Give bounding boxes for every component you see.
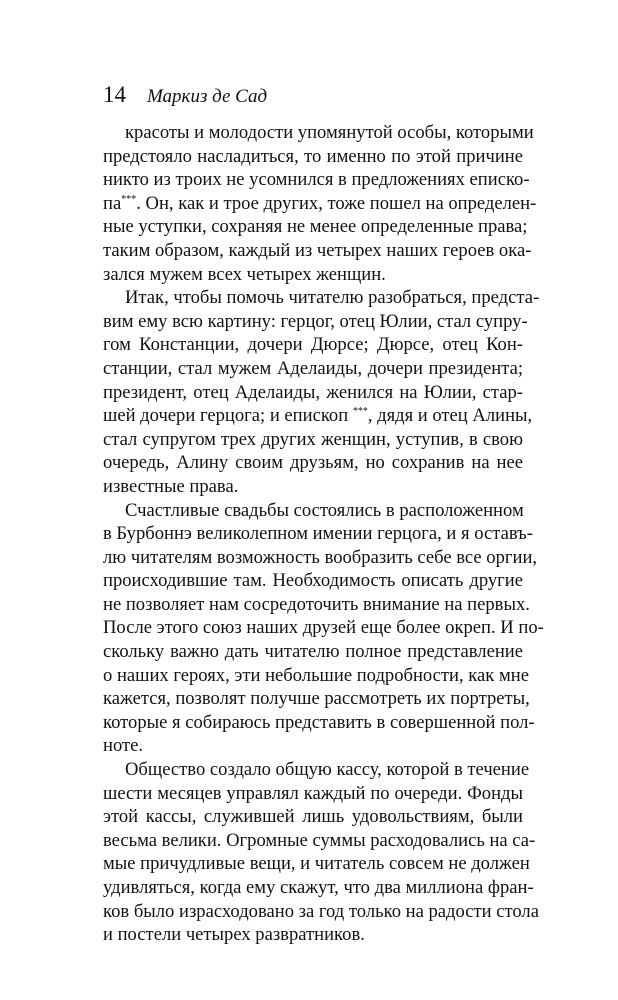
- paragraph: [103, 121, 537, 286]
- text-line: удивляться, когда ему скажут, что два миллиона фран-: [103, 877, 534, 898]
- line-text-after: . Он, как и трое других, тоже пошел на определен-: [136, 192, 537, 214]
- text-line: таким образом, каждый из четырех наших героев ока-: [103, 239, 532, 261]
- text-line: происходившие там. Необходимость описать другие: [103, 570, 523, 592]
- text-line: мые причудливые вещи, и читатель совсем не должен: [103, 853, 530, 875]
- text-line: известные права.: [103, 475, 239, 497]
- text-line: в Бурбоннэ великолепном имении герцога, и я оставъ-: [103, 523, 533, 545]
- text-line: Счастливые свадьбы состоялись в расположенном: [125, 499, 524, 521]
- page-number: 14: [103, 82, 126, 107]
- text-line: которые я собираюсь представить в совершенной пол-: [103, 711, 535, 733]
- text-line: и постели четырех развратников.: [103, 924, 365, 946]
- text-line: очередь, Алину своим друзьям, но сохранив на нее: [103, 452, 523, 474]
- text-line: Итак, чтобы помочь читателю разобраться, предста-: [125, 287, 540, 309]
- text-line: зался мужем всех четырех женщин.: [103, 263, 386, 285]
- text-line: о наших героях, эти небольшие подробности, как мне: [103, 664, 529, 686]
- text-line: После этого союз наших друзей еще более окреп. И по-: [103, 617, 544, 639]
- text-line: ные уступки, сохраняя не менее определенные права;: [103, 216, 528, 238]
- text-line: стал супругом трех других женщин, уступив, в свою: [103, 428, 523, 450]
- text-line: кажется, позволят получше рассмотреть их портреты,: [103, 688, 530, 710]
- footnote-marker: ***: [121, 193, 137, 205]
- line-text-before: шей дочери герцога; и епископ: [103, 405, 353, 427]
- text-line: шести месяцев управлял каждый по очереди. Фонды: [103, 782, 523, 804]
- text-line: ноте.: [103, 735, 144, 757]
- text-line: никто из троих не усомнился в предложениях еписко-: [103, 169, 530, 191]
- text-line: скольку важно дать читателю полное представление: [103, 641, 523, 663]
- text-line: Общество создало общую кассу, которой в течение: [125, 759, 530, 781]
- text-line: предстояло насладиться, то именно по этой причине: [103, 145, 523, 167]
- paragraph: [103, 286, 540, 498]
- running-title: Маркиз де Сад: [147, 86, 268, 107]
- text-line: не позволяет нам сосредоточить внимание на первых.: [103, 593, 530, 615]
- text-line: гом Констанции, дочери Дюрсе; Дюрсе, отец Кон-: [103, 334, 523, 356]
- text-line: ков было израсходовано за год только на радости стола: [103, 900, 539, 922]
- paragraph: [103, 499, 544, 759]
- body-text: [103, 121, 544, 947]
- line-text-after: , дядя и отец Алины,: [367, 405, 533, 427]
- text-line: [103, 192, 537, 216]
- text-line: станции, стал мужем Аделаиды, дочери президента;: [103, 357, 523, 379]
- page-header: [103, 80, 267, 110]
- text-line: красоты и молодости упомянутой особы, которыми: [125, 122, 534, 143]
- text-line: весьма велики. Огромные суммы расходовались на са-: [103, 829, 536, 851]
- text-line: вим ему всю картину: герцог, отец Юлии, стал супру-: [103, 310, 528, 332]
- text-line: президент, отец Аделаиды, женился на Юлии, стар-: [103, 381, 523, 403]
- paragraph: [103, 758, 539, 947]
- footnote-marker: ***: [352, 406, 368, 418]
- text-line: [103, 404, 533, 428]
- text-line: этой кассы, служившей лишь удовольствиям, были: [103, 806, 523, 828]
- line-text-before: па: [103, 192, 122, 214]
- text-line: лю читателям возможность вообразить себе все оргии,: [103, 546, 538, 568]
